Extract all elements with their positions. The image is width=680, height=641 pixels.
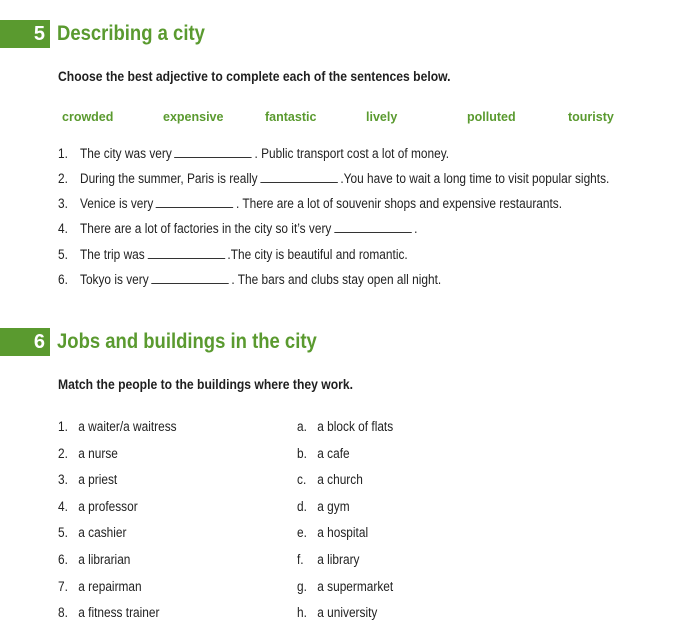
sentence-number: 5. bbox=[58, 247, 68, 262]
adjective-polluted: polluted bbox=[467, 110, 516, 124]
building-text: a cafe bbox=[317, 446, 350, 461]
building-text: a library bbox=[317, 552, 360, 567]
person-text: a priest bbox=[78, 472, 118, 487]
building-letter: f. bbox=[297, 552, 304, 567]
building-letter: g. bbox=[297, 579, 307, 594]
person-text: a librarian bbox=[78, 552, 131, 567]
sentence-after: . Public transport cost a lot of money. bbox=[254, 146, 450, 161]
person-text: a professor bbox=[78, 499, 138, 514]
person-item bbox=[58, 472, 117, 487]
person-item bbox=[58, 525, 126, 540]
person-text: a fitness trainer bbox=[78, 605, 160, 620]
sentence-row bbox=[58, 221, 417, 236]
building-item bbox=[297, 419, 393, 434]
sentence-number: 6. bbox=[58, 272, 68, 287]
sentence-after: .The city is beautiful and romantic. bbox=[227, 247, 408, 262]
sentence-row bbox=[58, 146, 449, 161]
section-6-title: Jobs and buildings in the city bbox=[57, 330, 317, 353]
person-number: 6. bbox=[58, 552, 68, 567]
building-text: a block of flats bbox=[317, 419, 394, 434]
person-number: 5. bbox=[58, 525, 68, 540]
building-letter: c. bbox=[297, 472, 307, 487]
adjective-lively: lively bbox=[366, 110, 398, 124]
person-item bbox=[58, 605, 159, 620]
adjective-crowded: crowded bbox=[62, 110, 114, 124]
adjective-expensive: expensive bbox=[163, 110, 224, 124]
person-text: a waiter/a waitress bbox=[78, 419, 177, 434]
answer-blank bbox=[147, 247, 224, 259]
answer-blank bbox=[260, 171, 337, 183]
section-6-instruction: Match the people to the buildings where they work. bbox=[58, 377, 354, 392]
building-letter: h. bbox=[297, 605, 307, 620]
person-number: 1. bbox=[58, 419, 68, 434]
sentence-row bbox=[58, 196, 562, 211]
adjective-touristy: touristy bbox=[568, 110, 614, 124]
sentence-number: 1. bbox=[58, 146, 68, 161]
sentence-row bbox=[58, 171, 609, 186]
sentence-before: The city was very bbox=[80, 146, 172, 161]
sentence-row bbox=[58, 272, 441, 287]
building-text: a supermarket bbox=[317, 579, 394, 594]
person-item bbox=[58, 419, 177, 434]
building-letter: e. bbox=[297, 525, 307, 540]
person-number: 7. bbox=[58, 579, 68, 594]
person-number: 8. bbox=[58, 605, 68, 620]
sentence-before: During the summer, Paris is really bbox=[80, 171, 258, 186]
building-letter: b. bbox=[297, 446, 307, 461]
sentence-before: Tokyo is very bbox=[80, 272, 149, 287]
person-text: a cashier bbox=[78, 525, 127, 540]
sentence-after: .You have to wait a long time to visit popular sights. bbox=[340, 171, 610, 186]
answer-blank bbox=[156, 196, 233, 208]
building-item bbox=[297, 552, 359, 567]
section-5-instruction: Choose the best adjective to complete each of the sentences below. bbox=[58, 69, 451, 84]
sentence-row bbox=[58, 247, 408, 262]
building-letter: a. bbox=[297, 419, 307, 434]
sentence-after: . The bars and clubs stay open all night. bbox=[231, 272, 442, 287]
sentence-after: . There are a lot of souvenir shops and expensive restaurants. bbox=[236, 196, 563, 211]
building-text: a church bbox=[317, 472, 363, 487]
sentence-before: There are a lot of factories in the city so it’s very bbox=[80, 221, 332, 236]
sentence-before: Venice is very bbox=[80, 196, 154, 211]
person-item bbox=[58, 446, 118, 461]
building-item bbox=[297, 605, 377, 620]
sentence-after: . bbox=[414, 221, 418, 236]
building-letter: d. bbox=[297, 499, 307, 514]
building-text: a hospital bbox=[317, 525, 369, 540]
building-item bbox=[297, 446, 350, 461]
person-item bbox=[58, 552, 130, 567]
section-5-number: 5 bbox=[0, 20, 50, 48]
building-text: a university bbox=[317, 605, 378, 620]
person-text: a repairman bbox=[78, 579, 142, 594]
answer-blank bbox=[151, 272, 228, 284]
adjective-fantastic: fantastic bbox=[265, 110, 317, 124]
person-number: 3. bbox=[58, 472, 68, 487]
person-number: 2. bbox=[58, 446, 68, 461]
person-number: 4. bbox=[58, 499, 68, 514]
answer-blank bbox=[174, 146, 251, 158]
sentence-number: 3. bbox=[58, 196, 68, 211]
building-text: a gym bbox=[317, 499, 350, 514]
building-item bbox=[297, 579, 393, 594]
person-text: a nurse bbox=[78, 446, 118, 461]
building-item bbox=[297, 472, 363, 487]
section-6-number: 6 bbox=[0, 328, 50, 356]
sentence-before: The trip was bbox=[80, 247, 145, 262]
building-item bbox=[297, 499, 350, 514]
sentence-number: 4. bbox=[58, 221, 68, 236]
building-item bbox=[297, 525, 368, 540]
section-6-header bbox=[0, 327, 352, 357]
sentence-number: 2. bbox=[58, 171, 68, 186]
answer-blank bbox=[334, 221, 411, 233]
person-item bbox=[58, 579, 142, 594]
person-item bbox=[58, 499, 138, 514]
section-5-header bbox=[0, 19, 225, 49]
section-5-title: Describing a city bbox=[57, 22, 205, 45]
